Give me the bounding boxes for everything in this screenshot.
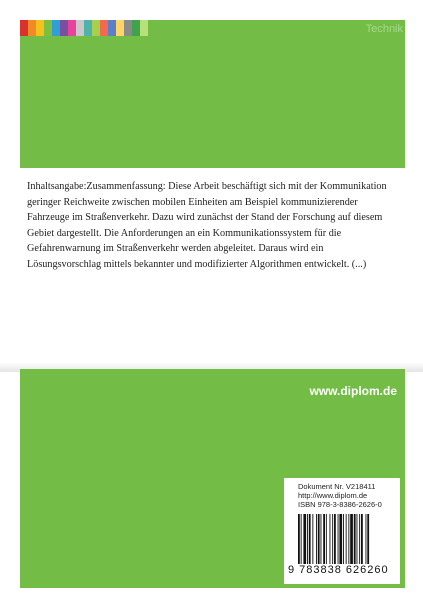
isbn-number: ISBN 978-3-8386-2626-0: [298, 500, 382, 509]
publisher-website[interactable]: www.diplom.de: [309, 384, 397, 398]
barcode-digits: 9 783838 626260: [288, 564, 389, 576]
barcode-bar: [346, 514, 347, 564]
barcode-bar: [321, 514, 322, 564]
barcode-bar: [323, 514, 325, 564]
barcode-bar: [348, 514, 349, 564]
barcode-bar: [339, 514, 342, 564]
barcode-bar: [303, 514, 306, 564]
barcode-bar: [334, 514, 336, 564]
isbn-info-box: [284, 478, 400, 584]
color-stripe: [52, 20, 60, 36]
barcode-bar: [359, 514, 360, 564]
barcode-bar: [301, 514, 302, 564]
info-url: http://www.diplom.de: [298, 491, 368, 500]
barcode-bar: [330, 514, 331, 564]
barcode-bar: [312, 514, 313, 564]
abstract-text: Inhaltsangabe:Zusammenfassung: Diese Arbeit beschäftigt sich mit der Kommunikation geringer Reichweite zwischen mobilen Einheiten am Beispiel kommunizierender Fahrzeuge im Straßenverkehr. Dazu wird zunächst der Stand der Forschung auf diesem Gebiet dargestellt. Die Anforderungen an ein Kommunikationssystem für die Gefahrenwarnung im Straßenverkehr werden abgeleitet. Daraus wird ein Lösungsvorschlag mittels bekannter und modifizierter Algorithmen entwickelt. (...): [27, 181, 387, 270]
color-stripe: [100, 20, 108, 36]
barcode-bar: [316, 514, 317, 564]
color-stripe: [44, 20, 52, 36]
color-stripe: [84, 20, 92, 36]
color-stripe: [116, 20, 124, 36]
color-stripe: [60, 20, 68, 36]
color-stripe: [108, 20, 116, 36]
color-stripe: [76, 20, 84, 36]
color-stripe: [140, 20, 148, 36]
category-label: Technik: [365, 23, 403, 35]
color-stripe-bar: [20, 20, 148, 36]
barcode-bar: [366, 514, 367, 564]
color-stripe: [92, 20, 100, 36]
color-stripe: [124, 20, 132, 36]
color-stripe: [28, 20, 36, 36]
barcode-bar: [350, 514, 353, 564]
barcode-bar: [307, 514, 308, 564]
barcode-bar: [361, 514, 363, 564]
barcode-bar: [332, 514, 333, 564]
barcode-bar: [354, 514, 356, 564]
barcode-bar: [318, 514, 320, 564]
color-stripe: [36, 20, 44, 36]
barcode-bar: [338, 514, 339, 564]
color-stripe: [68, 20, 76, 36]
barcode-bar: [367, 514, 369, 564]
color-stripe: [132, 20, 140, 36]
document-number: Dokument Nr. V218411: [298, 482, 376, 491]
barcode-bar: [298, 514, 300, 564]
barcode-bar: [357, 514, 358, 564]
color-stripe: [20, 20, 28, 36]
barcode-bar: [326, 514, 327, 564]
top-color-panel: [20, 20, 405, 168]
barcode-icon: [297, 514, 393, 568]
barcode-bar: [343, 514, 344, 564]
barcode-bar: [309, 514, 311, 564]
